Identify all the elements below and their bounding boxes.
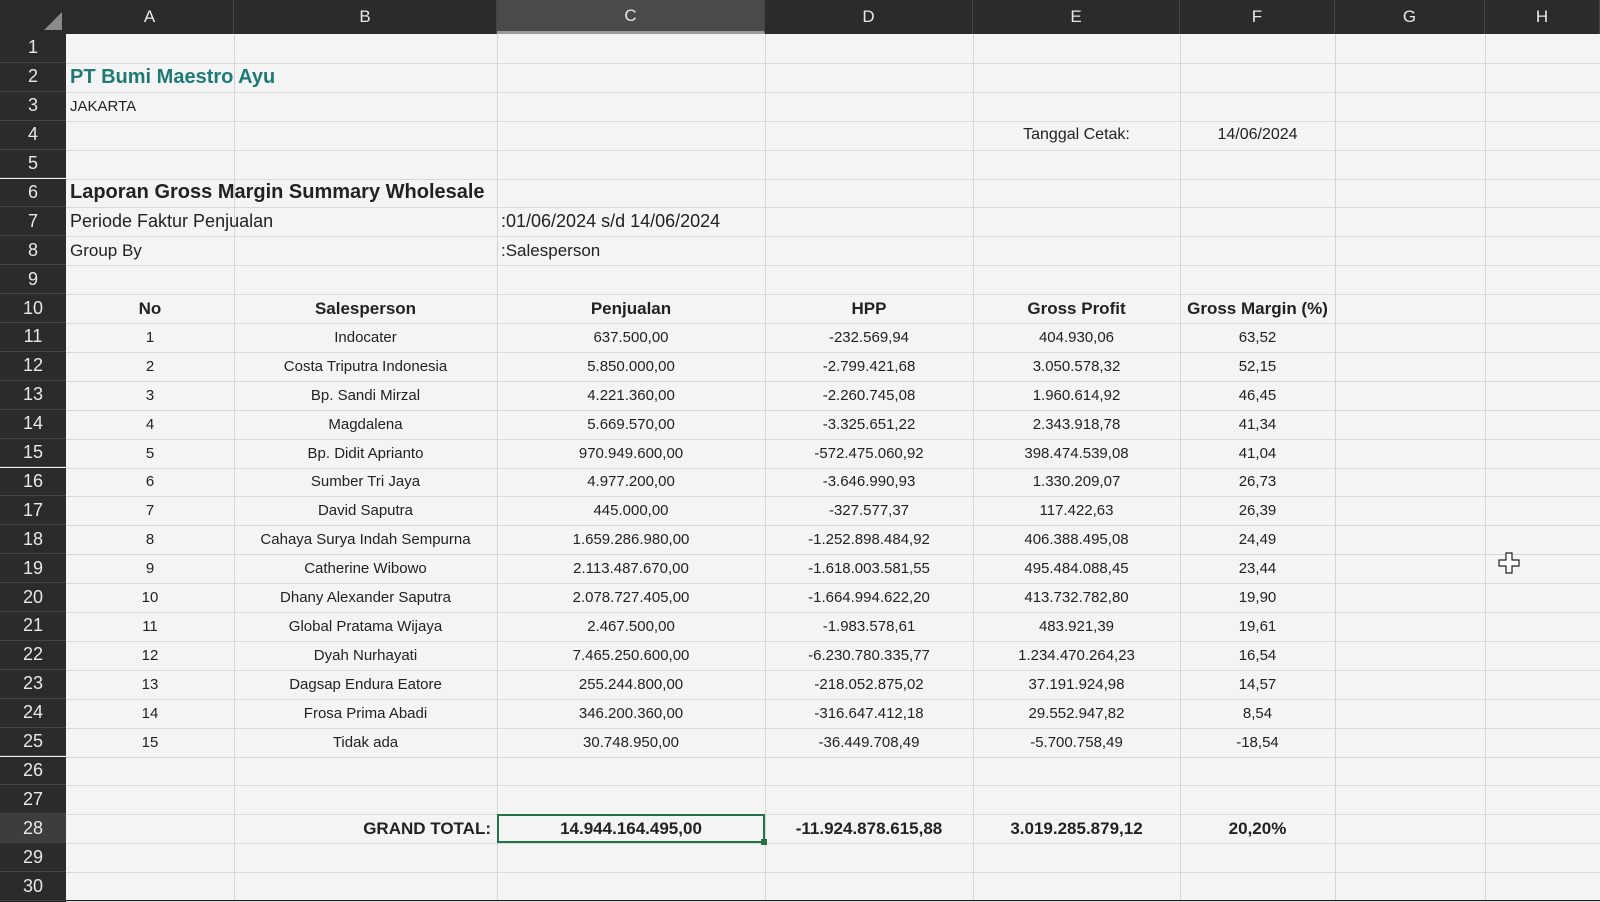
grand-total-label[interactable]: GRAND TOTAL: bbox=[363, 818, 491, 838]
table-cell-hpp[interactable]: -2.260.745,08 bbox=[822, 386, 916, 404]
table-cell-hpp[interactable]: -1.983.578,61 bbox=[822, 617, 916, 635]
table-cell-gross-margin[interactable]: 46,45 bbox=[1238, 386, 1277, 404]
table-cell-salesperson[interactable]: Catherine Wibowo bbox=[304, 560, 427, 578]
table-cell-gross-margin[interactable]: 8,54 bbox=[1242, 704, 1273, 722]
table-cell-gross-profit[interactable]: 1.234.470.264,23 bbox=[1018, 646, 1135, 664]
table-cell-penjualan[interactable]: 2.467.500,00 bbox=[587, 617, 675, 635]
table-cell-salesperson[interactable]: Bp. Sandi Mirzal bbox=[310, 386, 421, 404]
table-cell-gross-margin[interactable]: 26,73 bbox=[1238, 473, 1277, 491]
header-hpp[interactable]: HPP bbox=[851, 298, 887, 318]
table-cell-gross-margin[interactable]: 16,54 bbox=[1238, 646, 1277, 664]
table-cell-salesperson[interactable]: Frosa Prima Abadi bbox=[303, 704, 428, 722]
table-cell-penjualan[interactable]: 445.000,00 bbox=[593, 502, 669, 520]
table-cell-gross-profit[interactable]: 404.930,06 bbox=[1038, 328, 1115, 346]
table-cell-penjualan[interactable]: 1.659.286.980,00 bbox=[572, 531, 690, 549]
active-cell-selection[interactable] bbox=[497, 814, 765, 843]
grid-row-line bbox=[66, 265, 1600, 266]
table-cell-salesperson[interactable]: Dhany Alexander Saputra bbox=[280, 589, 451, 607]
row-header-2[interactable]: 2 bbox=[0, 63, 66, 92]
row-header-29[interactable]: 29 bbox=[0, 843, 66, 872]
table-cell-gross-margin[interactable]: 23,44 bbox=[1238, 560, 1277, 578]
table-cell-salesperson[interactable]: Magdalena bbox=[328, 415, 403, 433]
table-cell-no[interactable]: 3 bbox=[145, 386, 155, 404]
row-header-26[interactable]: 26 bbox=[0, 757, 66, 786]
table-cell-no[interactable]: 4 bbox=[145, 415, 155, 433]
row-header-7[interactable]: 7 bbox=[0, 207, 66, 236]
table-cell-hpp[interactable]: -1.664.994.622,20 bbox=[808, 589, 930, 607]
row-header-12[interactable]: 12 bbox=[0, 352, 66, 381]
row-header-5[interactable]: 5 bbox=[0, 150, 66, 179]
table-cell-salesperson[interactable]: David Saputra bbox=[317, 502, 414, 520]
row-header-27[interactable]: 27 bbox=[0, 785, 66, 814]
table-cell-penjualan[interactable]: 2.113.487.670,00 bbox=[573, 560, 689, 578]
table-cell-gross-profit[interactable]: 3.050.578,32 bbox=[1032, 357, 1121, 375]
row-header-8[interactable]: 8 bbox=[0, 236, 66, 265]
table-cell-salesperson[interactable]: Costa Triputra Indonesia bbox=[283, 357, 448, 375]
table-cell-gross-margin[interactable]: 24,49 bbox=[1238, 531, 1277, 549]
table-cell-gross-profit[interactable]: 413.732.782,80 bbox=[1024, 589, 1129, 607]
column-header-g[interactable]: G bbox=[1335, 0, 1485, 34]
table-cell-penjualan[interactable]: 4.977.200,00 bbox=[587, 473, 675, 491]
table-cell-no[interactable]: 8 bbox=[145, 531, 155, 549]
header-salesperson[interactable]: Salesperson bbox=[314, 298, 417, 318]
header-gross-profit[interactable]: Gross Profit bbox=[1027, 298, 1126, 318]
table-cell-hpp[interactable]: -572.475.060,92 bbox=[814, 444, 924, 462]
row-header-13[interactable]: 13 bbox=[0, 381, 66, 410]
table-cell-gross-profit[interactable]: 495.484.088,45 bbox=[1024, 560, 1129, 578]
period-value[interactable]: :01/06/2024 s/d 14/06/2024 bbox=[501, 211, 721, 232]
row-header-21[interactable]: 21 bbox=[0, 612, 66, 641]
row-header-22[interactable]: 22 bbox=[0, 641, 66, 670]
table-cell-hpp[interactable]: -218.052.875,02 bbox=[814, 675, 924, 693]
row-header-23[interactable]: 23 bbox=[0, 670, 66, 699]
print-date-value[interactable]: 14/06/2024 bbox=[1217, 126, 1298, 144]
row-header-18[interactable]: 18 bbox=[0, 525, 66, 554]
column-header-f[interactable]: F bbox=[1180, 0, 1335, 34]
row-header-15[interactable]: 15 bbox=[0, 439, 66, 468]
header-penjualan[interactable]: Penjualan bbox=[590, 298, 672, 318]
table-cell-no[interactable]: 9 bbox=[145, 560, 155, 578]
row-header-30[interactable]: 30 bbox=[0, 872, 66, 901]
fill-handle[interactable] bbox=[761, 839, 767, 845]
column-header-d[interactable]: D bbox=[765, 0, 973, 34]
row-header-6[interactable]: 6 bbox=[0, 179, 66, 208]
table-cell-no[interactable]: 7 bbox=[145, 502, 155, 520]
table-cell-gross-profit[interactable]: 2.343.918,78 bbox=[1032, 415, 1121, 433]
grid-row-line bbox=[66, 757, 1600, 758]
grid-row-line bbox=[66, 872, 1600, 873]
header-gross-margin[interactable]: Gross Margin (%) bbox=[1187, 298, 1328, 318]
column-header-e[interactable]: E bbox=[973, 0, 1180, 34]
table-cell-salesperson[interactable]: Dagsap Endura Eatore bbox=[289, 675, 442, 693]
grid-row-line bbox=[66, 121, 1600, 122]
row-header-16[interactable]: 16 bbox=[0, 468, 66, 497]
table-cell-penjualan[interactable]: 4.221.360,00 bbox=[587, 386, 675, 404]
table-cell-no[interactable]: 14 bbox=[141, 704, 159, 722]
table-cell-penjualan[interactable]: 5.850.000,00 bbox=[587, 357, 675, 375]
table-cell-gross-profit[interactable]: 117.422,63 bbox=[1039, 502, 1114, 520]
row-header-19[interactable]: 19 bbox=[0, 554, 66, 583]
column-header-a[interactable]: A bbox=[66, 0, 234, 34]
table-cell-no[interactable]: 5 bbox=[145, 444, 155, 462]
row-header-11[interactable]: 11 bbox=[0, 323, 66, 352]
row-header-14[interactable]: 14 bbox=[0, 410, 66, 439]
table-cell-gross-margin[interactable]: 19,90 bbox=[1238, 589, 1277, 607]
table-cell-salesperson[interactable]: Global Pratama Wijaya bbox=[288, 617, 443, 635]
table-cell-gross-margin[interactable]: 41,04 bbox=[1238, 444, 1277, 462]
table-cell-gross-profit[interactable]: 1.960.614,92 bbox=[1032, 386, 1121, 404]
table-cell-gross-profit[interactable]: 29.552.947,82 bbox=[1028, 704, 1125, 722]
table-cell-no[interactable]: 2 bbox=[145, 357, 155, 375]
table-cell-hpp[interactable]: -3.325.651,22 bbox=[822, 415, 916, 433]
plus-cursor-icon bbox=[1498, 552, 1520, 574]
group-by-label[interactable]: Group By bbox=[70, 240, 142, 260]
table-cell-no[interactable]: 15 bbox=[141, 733, 159, 751]
row-header-17[interactable]: 17 bbox=[0, 496, 66, 525]
table-cell-gross-margin[interactable]: 19,61 bbox=[1238, 617, 1277, 635]
table-cell-salesperson[interactable]: Cahaya Surya Indah Sempurna bbox=[260, 531, 471, 549]
row-header-10[interactable]: 10 bbox=[0, 294, 66, 323]
table-cell-penjualan[interactable]: 7.465.250.600,00 bbox=[572, 646, 690, 664]
table-cell-hpp[interactable]: -1.252.898.484,92 bbox=[808, 531, 930, 549]
column-header-h[interactable]: H bbox=[1485, 0, 1600, 34]
table-cell-no[interactable]: 1 bbox=[145, 328, 155, 346]
row-header-4[interactable]: 4 bbox=[0, 121, 66, 150]
table-cell-gross-profit[interactable]: 406.388.495,08 bbox=[1024, 531, 1129, 549]
column-header-c[interactable]: C bbox=[497, 0, 765, 34]
row-header-9[interactable]: 9 bbox=[0, 265, 66, 294]
table-cell-gross-margin[interactable]: 52,15 bbox=[1238, 357, 1277, 375]
select-all-corner[interactable] bbox=[0, 0, 66, 34]
table-cell-penjualan[interactable]: 30.748.950,00 bbox=[583, 733, 679, 751]
table-cell-hpp[interactable]: -1.618.003.581,55 bbox=[808, 560, 930, 578]
table-cell-hpp[interactable]: -2.799.421,68 bbox=[822, 357, 916, 375]
column-header-b[interactable]: B bbox=[234, 0, 497, 34]
table-cell-salesperson[interactable]: Sumber Tri Jaya bbox=[310, 473, 421, 491]
table-cell-no[interactable]: 12 bbox=[141, 646, 159, 664]
row-header-25[interactable]: 25 bbox=[0, 728, 66, 757]
table-cell-gross-profit[interactable]: 398.474.539,08 bbox=[1024, 444, 1129, 462]
table-cell-salesperson[interactable]: Bp. Didit Aprianto bbox=[307, 444, 424, 462]
grand-total-hpp[interactable]: -11.924.878.615,88 bbox=[795, 818, 943, 838]
table-cell-no[interactable]: 13 bbox=[141, 675, 159, 693]
group-by-value[interactable]: :Salesperson bbox=[501, 240, 601, 260]
header-no[interactable]: No bbox=[138, 298, 162, 318]
company-city[interactable]: JAKARTA bbox=[70, 97, 137, 115]
print-date-label[interactable]: Tanggal Cetak: bbox=[1023, 126, 1130, 144]
table-cell-no[interactable]: 6 bbox=[145, 473, 155, 491]
period-label[interactable]: Periode Faktur Penjualan bbox=[70, 211, 274, 232]
company-name[interactable]: PT Bumi Maestro Ayu bbox=[70, 65, 276, 88]
grand-total-penjualan[interactable]: 14.944.164.495,00 bbox=[560, 818, 702, 838]
table-cell-gross-margin[interactable]: 14,57 bbox=[1238, 675, 1277, 693]
table-cell-gross-margin[interactable]: -18,54 bbox=[1236, 733, 1279, 751]
table-cell-hpp[interactable]: -36.449.708,49 bbox=[818, 733, 920, 751]
table-cell-hpp[interactable]: -3.646.990,93 bbox=[822, 473, 916, 491]
table-cell-penjualan[interactable]: 346.200.360,00 bbox=[578, 704, 684, 722]
table-cell-penjualan[interactable]: 637.500,00 bbox=[593, 328, 669, 346]
table-cell-gross-profit[interactable]: 1.330.209,07 bbox=[1032, 473, 1121, 491]
row-header-3[interactable]: 3 bbox=[0, 92, 66, 121]
row-header-24[interactable]: 24 bbox=[0, 699, 66, 728]
table-cell-gross-margin[interactable]: 26,39 bbox=[1238, 502, 1277, 520]
table-cell-gross-margin[interactable]: 63,52 bbox=[1238, 328, 1277, 346]
table-cell-hpp[interactable]: -232.569,94 bbox=[828, 328, 910, 346]
table-cell-salesperson[interactable]: Tidak ada bbox=[332, 733, 399, 751]
table-cell-penjualan[interactable]: 970.949.600,00 bbox=[578, 444, 684, 462]
table-cell-hpp[interactable]: -6.230.780.335,77 bbox=[808, 646, 930, 664]
table-cell-gross-margin[interactable]: 41,34 bbox=[1238, 415, 1277, 433]
table-cell-gross-profit[interactable]: 37.191.924,98 bbox=[1028, 675, 1125, 693]
table-cell-no[interactable]: 10 bbox=[141, 589, 159, 607]
row-header-28[interactable]: 28 bbox=[0, 814, 66, 843]
table-cell-hpp[interactable]: -327.577,37 bbox=[828, 502, 910, 520]
table-cell-no[interactable]: 11 bbox=[142, 617, 158, 635]
table-cell-salesperson[interactable]: Indocater bbox=[334, 328, 397, 346]
grid-row-line bbox=[66, 785, 1600, 786]
table-cell-gross-profit[interactable]: -5.700.758,49 bbox=[1030, 733, 1123, 751]
table-cell-hpp[interactable]: -316.647.412,18 bbox=[814, 704, 924, 722]
table-cell-penjualan[interactable]: 2.078.727.405,00 bbox=[572, 589, 690, 607]
grid-row-line bbox=[66, 150, 1600, 151]
report-title[interactable]: Laporan Gross Margin Summary Wholesale bbox=[70, 181, 485, 204]
table-cell-gross-profit[interactable]: 483.921,39 bbox=[1038, 617, 1115, 635]
table-cell-penjualan[interactable]: 5.669.570,00 bbox=[587, 415, 675, 433]
grid-row-line bbox=[66, 843, 1600, 844]
grand-total-gross-margin[interactable]: 20,20% bbox=[1228, 818, 1287, 838]
row-header-1[interactable]: 1 bbox=[0, 34, 66, 63]
table-cell-salesperson[interactable]: Dyah Nurhayati bbox=[313, 646, 418, 664]
grand-total-gross-profit[interactable]: 3.019.285.879,12 bbox=[1010, 818, 1143, 838]
table-cell-penjualan[interactable]: 255.244.800,00 bbox=[578, 675, 684, 693]
row-header-20[interactable]: 20 bbox=[0, 583, 66, 612]
